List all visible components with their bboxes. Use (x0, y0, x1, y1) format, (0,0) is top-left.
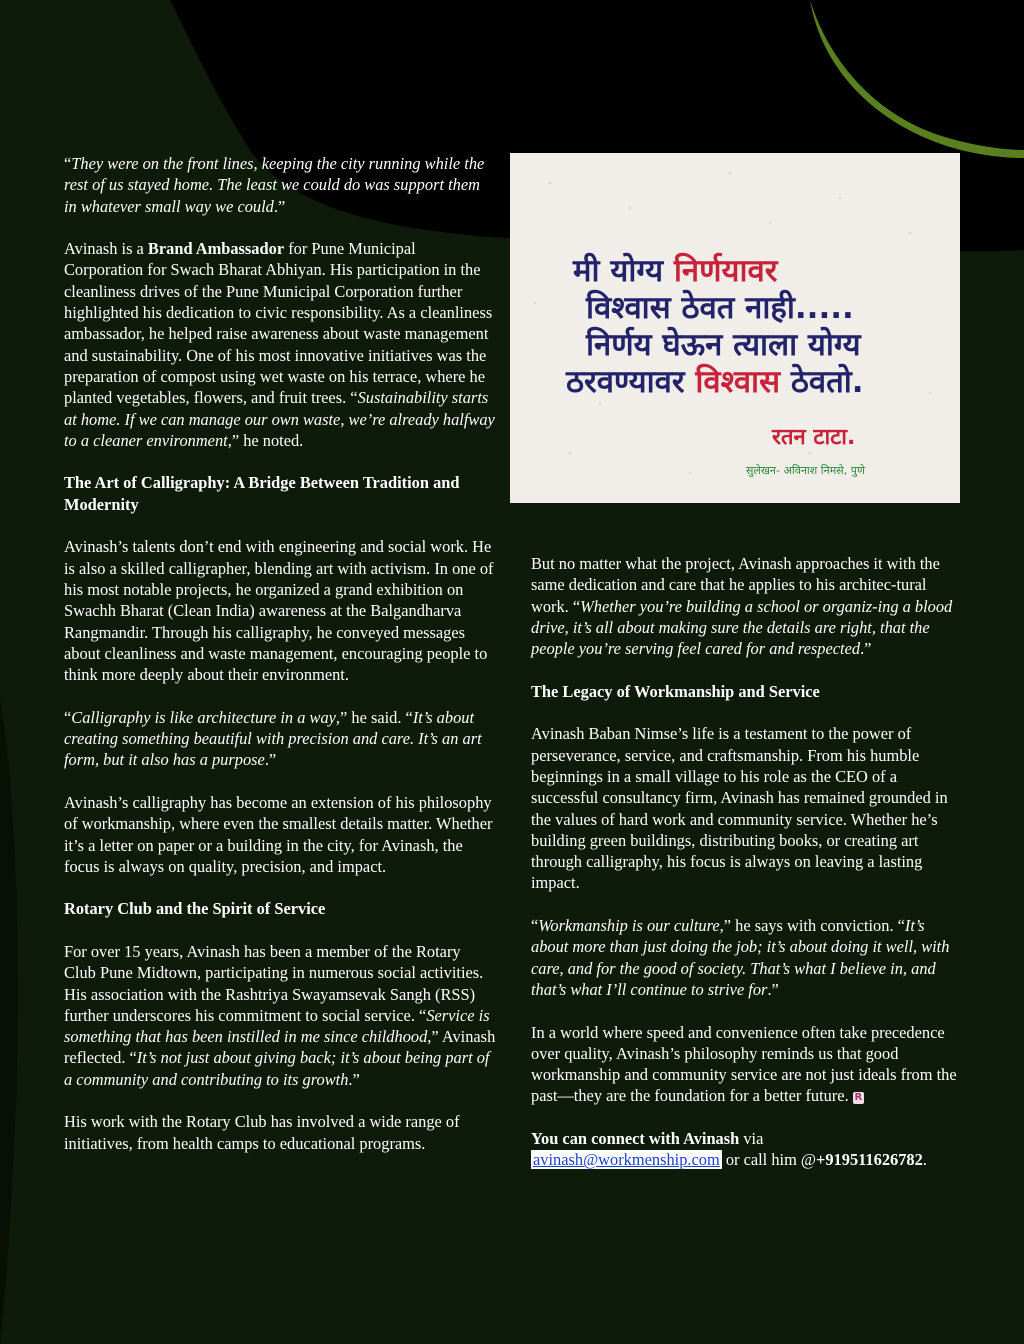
heading-rotary: Rotary Club and the Spirit of Service (64, 899, 326, 919)
calligraphy-attribution: रतन टाटा. (772, 425, 856, 450)
calligraphy-line-4: ठरवण्यावर विश्वास ठेवतो. (566, 364, 864, 400)
calligraphy-paragraph: Avinash’s talents don’t end with engineering and social work. He is also a skilled calligrapher, blending art with activism. In one of his most notable projects, he organized a grand exhibition on Swachh Bharat (Clean India) awareness at the Balgandharva Rangmandir. Through his calligraphy, he conveyed messages about cleanliness and waste management, encouraging people to think more deeply about their environment. (64, 537, 494, 685)
contact-paragraph: You can connect with Avinash via avinash@workmenship.com or call him @+919511626782. (531, 1129, 927, 1170)
calligraphy-quote-paragraph: “Calligraphy is like architecture in a way,” he said. “It’s about creating something beautiful with precision and care. It’s an art form, but it also has a purpose.” (64, 707, 482, 770)
calligraphy-line-2: विश्वास ठेवत नाही..... (586, 290, 854, 326)
rotary-paragraph: For over 15 years, Avinash has been a member of the Rotary Club Pune Midtown, participating in numerous social activities. His association with the Rashtriya Swayamsevak Sangh (RSS) further underscores his commitment to social service. “Service is something that has been instilled in me since childhood,” Avinash reflected. “It’s not just about giving back; it’s about being part of a community and contributing to its growth.” (64, 941, 496, 1089)
workmanship-quote-paragraph: “Workmanship is our culture,” he says with conviction. “It’s about more than just doing the job; it’s about doing it well, with care, and for the good of society. That’s what I believe in, and that’s what I’ll continue to strive for.” (531, 916, 950, 999)
end-mark-icon: R (854, 1091, 863, 1103)
email-link[interactable]: avinash@workmenship.com (533, 1150, 720, 1170)
calligraphy-image (510, 153, 960, 503)
left-column (64, 153, 496, 1175)
brand-ambassador-paragraph: Avinash is a Brand Ambassador for Pune Municipal Corporation for Swach Bharat Abhiyan. His participation in the cleanliness drives of the Pune Municipal Corporation further highlighted his dedication to civic responsibility. As a cleanliness ambassador, he helped raise awareness about waste management and sustainability. One of his most innovative initiatives was the preparation of compost using wet waste on his terrace, where he planted vegetables, flowers, and fruit trees. “Sustainability starts at home. If we can manage our own waste, we’re already halfway to a cleaner environment,” he noted. (64, 239, 495, 450)
calligraphy-line-3: निर्णय घेऊन त्याला योग्य (586, 327, 861, 363)
rotary-initiatives-paragraph: His work with the Rotary Club has involved a wide range of initiatives, from health camps to educational programs. (64, 1112, 460, 1153)
project-approach-paragraph: But no matter what the project, Avinash approaches it with the same dedication and care that he applies to his architec-tural work. “Whether you’re building a school or organiz-ing a blood drive, it’s all about making sure the details are right, that the people you’re serving feel cared for and respected.” (531, 554, 953, 659)
quote-front-lines: “They were on the front lines, keeping the city running while the rest of us stayed home. The least we could do was support them in whatever small way we could.” (64, 154, 485, 216)
workmanship-philosophy-paragraph: Avinash’s calligraphy has become an extension of his philosophy of workmanship, where even the smallest details matter. Whether it’s a letter on paper or a building in the city, for Avinash, the focus is always on quality, precision, and impact. (64, 792, 493, 876)
calligraphy-artist-credit: सुलेखन- अविनाश निमसे, पुणे (746, 464, 865, 477)
heading-legacy: The Legacy of Workmanship and Service (531, 681, 820, 701)
calligraphy-line-1: मी योग्य निर्णयावर (573, 253, 778, 289)
phone-number[interactable]: +919511626782 (816, 1150, 923, 1170)
heading-calligraphy: The Art of Calligraphy: A Bridge Between Tradition and Modernity (64, 473, 460, 514)
right-column (531, 553, 963, 1192)
closing-paragraph: In a world where speed and convenience often take precedence over quality, Avinash’s philosophy reminds us that good workmanship and community service are not just ideals from the past—they are the foundation for a better future. R (531, 1022, 957, 1106)
legacy-paragraph: Avinash Baban Nimse’s life is a testament to the power of perseverance, service, and craftsmanship. From his humble beginnings in a small village to his role as the CEO of a successful consultancy firm, Avinash has remained grounded in the values of hard work and community service. Whether he’s building green buildings, distributing books, or creating art through calligraphy, his focus is always on leaving a lasting impact. (531, 724, 948, 893)
